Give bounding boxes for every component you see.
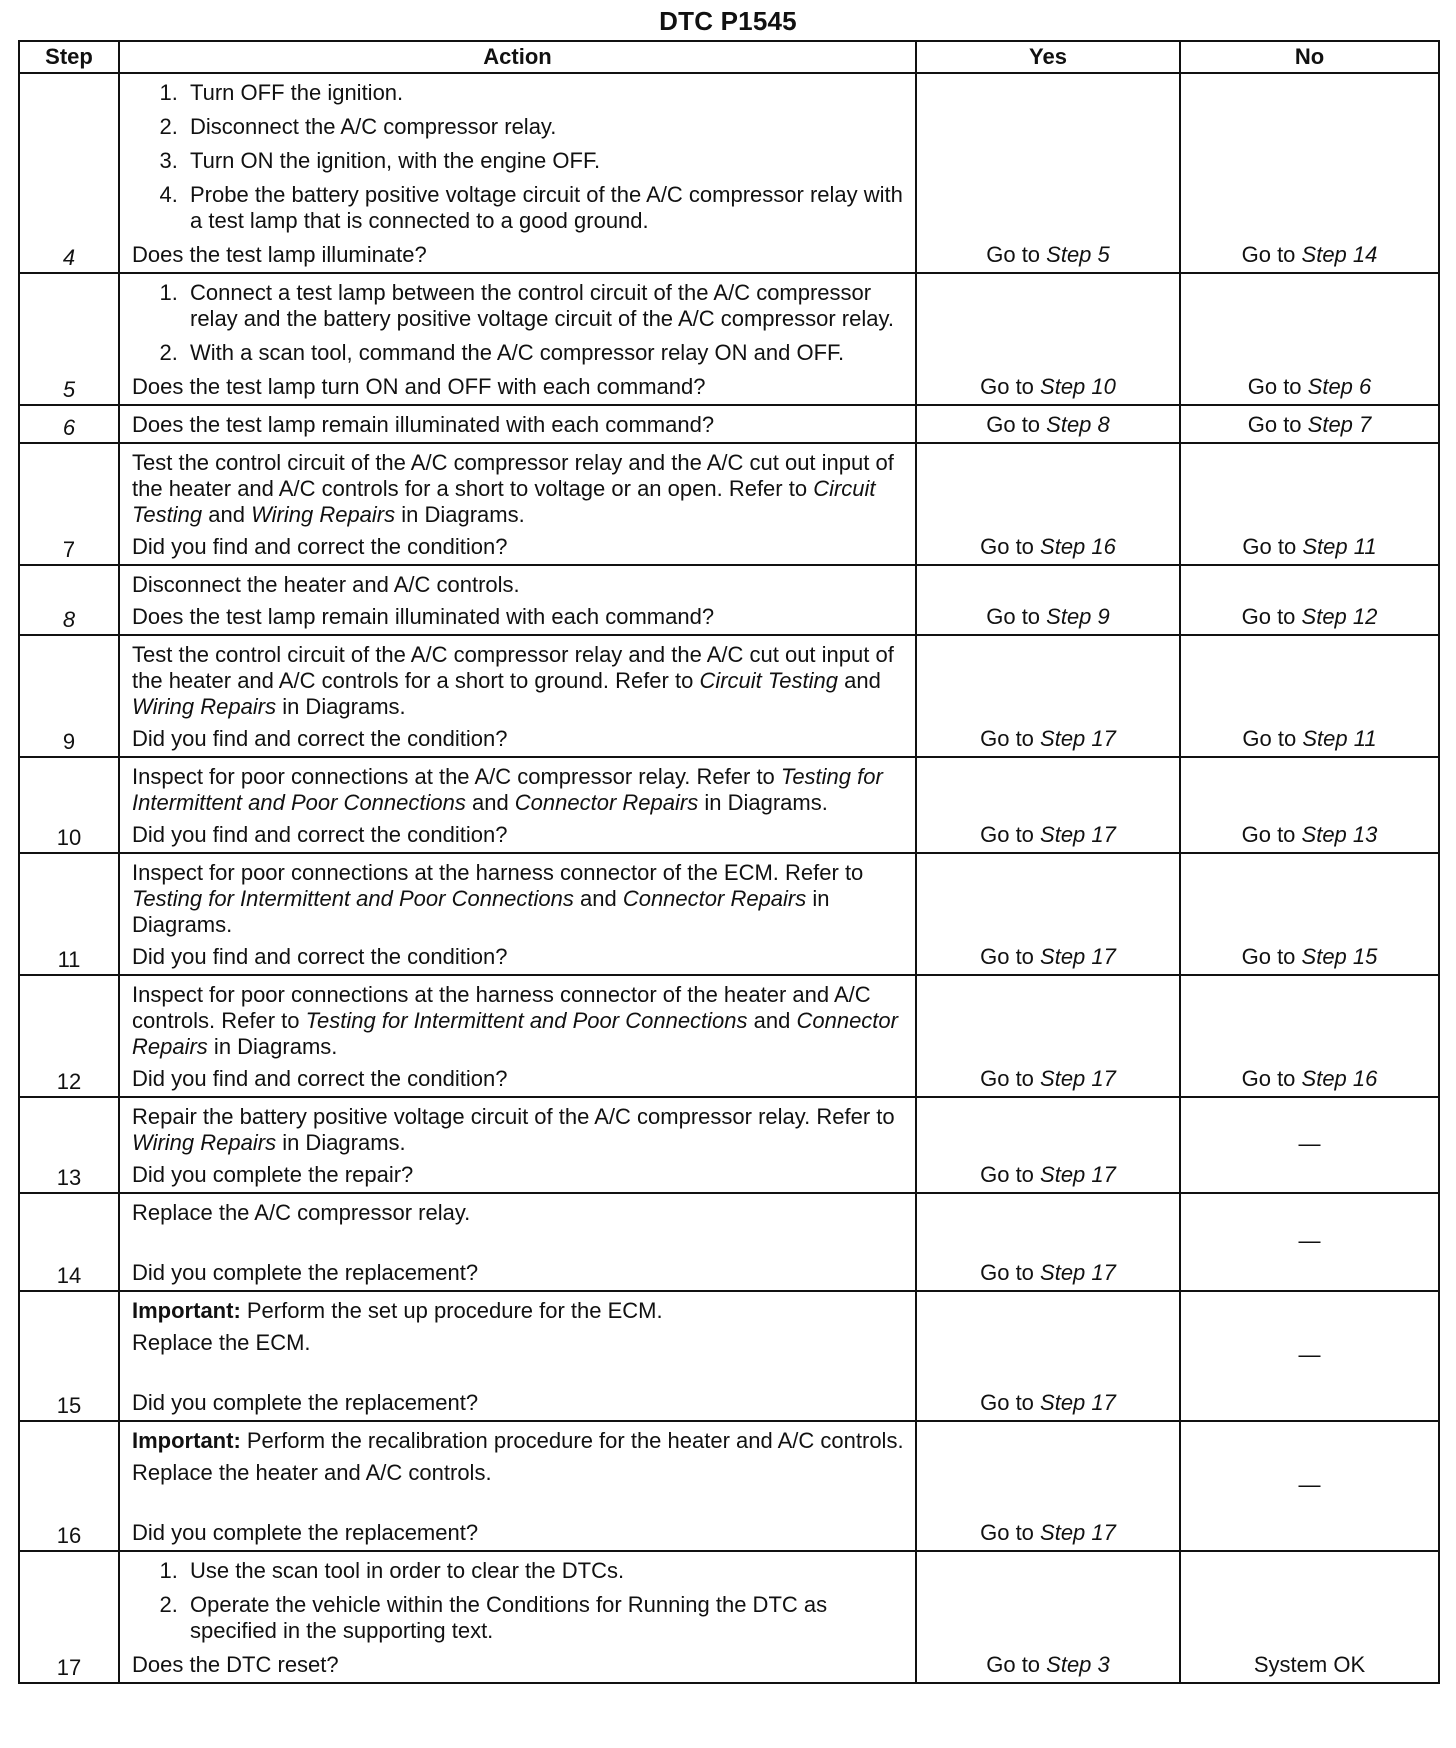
list-item: 1. Turn OFF the ignition. <box>184 80 905 106</box>
step-link: Step 11 <box>1302 534 1377 559</box>
text-segment: Inspect for poor connections at the harness connector of the ECM. Refer to <box>132 860 864 885</box>
goto-prefix: Go to <box>980 1066 1041 1091</box>
no-cell <box>1180 405 1439 443</box>
question: Does the test lamp illuminate? <box>132 242 427 267</box>
goto-prefix: Go to <box>980 374 1041 399</box>
step-number: 16 <box>19 1421 119 1551</box>
header-action: Action <box>119 41 916 73</box>
step-link: Step 17 <box>1040 1066 1116 1091</box>
goto-prefix: Go to <box>1242 726 1303 751</box>
goto-prefix: Go to <box>1242 534 1303 559</box>
text-segment: in Diagrams. <box>276 694 406 719</box>
list-item: 1. Connect a test lamp between the control circuit of the A/C compressor relay and the battery positive voltage circuit of the A/C compressor relay. <box>184 280 905 332</box>
text-segment: and <box>838 668 881 693</box>
yes-cell <box>916 1193 1180 1291</box>
important-note <box>132 1298 905 1324</box>
table-row <box>19 1193 1439 1291</box>
list-item: 2. Operate the vehicle within the Conditions for Running the DTC as specified in the supporting text. <box>184 1592 905 1644</box>
table-row <box>19 1291 1439 1421</box>
important-text: Perform the set up procedure for the ECM. <box>240 1298 663 1323</box>
text-segment: Repair the battery positive voltage circuit of the A/C compressor relay. Refer to <box>132 1104 895 1129</box>
text-segment: Inspect for poor connections at the harness connector of the heater and A/C controls. Refer to <box>132 982 871 1033</box>
doc-reference: Connector Repairs <box>622 886 807 911</box>
goto-prefix: Go to <box>980 1260 1041 1285</box>
yes-cell <box>916 853 1180 975</box>
action-text <box>132 764 905 816</box>
doc-reference: Testing for Intermittent and Poor Connections <box>132 886 574 911</box>
yes-cell <box>916 443 1180 565</box>
list-item: 2. With a scan tool, command the A/C compressor relay ON and OFF. <box>184 340 905 366</box>
question: Does the DTC reset? <box>132 1652 339 1677</box>
action-cell <box>119 405 916 443</box>
question: Does the test lamp remain illuminated with each command? <box>132 412 715 437</box>
goto-prefix: Go to <box>986 412 1047 437</box>
step-link: Step 10 <box>1040 374 1116 399</box>
doc-reference: Circuit Testing <box>132 476 876 527</box>
yes-cell <box>916 1097 1180 1193</box>
important-label: Important: <box>132 1298 241 1323</box>
question: Did you find and correct the condition? <box>132 944 508 969</box>
table-row <box>19 1551 1439 1683</box>
action-text <box>132 450 905 528</box>
list-item: 4. Probe the battery positive voltage circuit of the A/C compressor relay with a test lamp that is connected to a good ground. <box>184 182 905 234</box>
action-cell <box>119 1193 916 1291</box>
step-link: Step 5 <box>1046 242 1110 267</box>
step-number: 8 <box>19 565 119 635</box>
no-cell: — <box>1180 1097 1439 1193</box>
table-row <box>19 405 1439 443</box>
action-cell <box>119 853 916 975</box>
yes-cell <box>916 757 1180 853</box>
no-cell <box>1180 565 1439 635</box>
step-link: Step 6 <box>1307 374 1372 399</box>
step-link: Step 12 <box>1301 604 1378 629</box>
goto-prefix: Go to <box>986 1652 1047 1677</box>
step-number: 6 <box>19 405 119 443</box>
action-cell <box>119 73 916 273</box>
step-link: Step 3 <box>1046 1652 1110 1677</box>
question: Did you find and correct the condition? <box>132 534 508 559</box>
step-number: 5 <box>19 273 119 405</box>
question: Did you complete the replacement? <box>132 1390 479 1415</box>
table-row <box>19 1421 1439 1551</box>
goto-prefix: Go to <box>980 726 1041 751</box>
yes-cell <box>916 1291 1180 1421</box>
step-number: 14 <box>19 1193 119 1291</box>
step-number: 9 <box>19 635 119 757</box>
step-link: Step 17 <box>1040 1162 1116 1187</box>
doc-reference: Testing for Intermittent and Poor Connections <box>305 1008 748 1033</box>
step-link: Step 17 <box>1040 1260 1116 1285</box>
step-link: Step 7 <box>1307 412 1372 437</box>
no-cell <box>1180 757 1439 853</box>
step-link: Step 16 <box>1040 534 1116 559</box>
table-row <box>19 853 1439 975</box>
text-segment: in Diagrams. <box>207 1034 338 1059</box>
question: Did you complete the replacement? <box>132 1520 479 1545</box>
action-cell <box>119 757 916 853</box>
goto-prefix: Go to <box>980 944 1041 969</box>
action-list <box>132 280 905 366</box>
step-number: 17 <box>19 1551 119 1683</box>
no-cell: System OK <box>1180 1551 1439 1683</box>
step-link: Step 13 <box>1301 822 1378 847</box>
action-list <box>132 80 905 234</box>
yes-cell <box>916 565 1180 635</box>
no-cell: — <box>1180 1291 1439 1421</box>
step-link: Step 17 <box>1040 1520 1116 1545</box>
table-row <box>19 443 1439 565</box>
text-segment: and <box>747 1008 797 1033</box>
action-cell <box>119 1421 916 1551</box>
goto-prefix: Go to <box>980 1520 1041 1545</box>
important-note <box>132 1428 905 1454</box>
goto-prefix: Go to <box>980 1390 1041 1415</box>
text-segment: Inspect for poor connections at the A/C compressor relay. Refer to <box>132 764 781 789</box>
question: Did you complete the replacement? <box>132 1260 479 1285</box>
text-segment: Test the control circuit of the A/C compressor relay and the A/C cut out input of the heater and A/C controls for a short to ground. Refer to <box>132 642 894 693</box>
step-link: Step 17 <box>1040 944 1116 969</box>
action-text: Replace the heater and A/C controls. <box>132 1460 492 1485</box>
no-cell <box>1180 853 1439 975</box>
goto-prefix: Go to <box>980 822 1041 847</box>
no-cell <box>1180 975 1439 1097</box>
dtc-table <box>18 40 1440 1684</box>
no-cell <box>1180 73 1439 273</box>
goto-prefix: Go to <box>1241 822 1302 847</box>
text-segment: Test the control circuit of the A/C compressor relay and the A/C cut out input of the heater and A/C controls for a short to voltage or an open. Refer to <box>132 450 894 501</box>
yes-cell <box>916 405 1180 443</box>
goto-prefix: Go to <box>1241 1066 1302 1091</box>
important-text: Perform the recalibration procedure for the heater and A/C controls. <box>240 1428 904 1453</box>
doc-reference: Circuit Testing <box>699 668 839 693</box>
action-text <box>132 982 905 1060</box>
goto-prefix: Go to <box>1241 242 1302 267</box>
text-segment: in Diagrams. <box>698 790 828 815</box>
step-link: Step 14 <box>1301 242 1378 267</box>
question: Does the test lamp remain illuminated with each command? <box>132 604 715 629</box>
question: Did you complete the repair? <box>132 1162 414 1187</box>
doc-reference: Connector Repairs <box>514 790 699 815</box>
step-number: 4 <box>19 73 119 273</box>
no-cell <box>1180 273 1439 405</box>
header-yes: Yes <box>916 41 1180 73</box>
yes-cell <box>916 1551 1180 1683</box>
doc-reference: Wiring Repairs <box>132 694 277 719</box>
action-text <box>132 642 905 720</box>
goto-prefix: Go to <box>986 604 1047 629</box>
text-segment: and <box>573 886 623 911</box>
text-segment: in Diagrams. <box>132 886 830 937</box>
action-cell <box>119 975 916 1097</box>
step-link: Step 17 <box>1040 726 1116 751</box>
step-number: 12 <box>19 975 119 1097</box>
question: Did you find and correct the condition? <box>132 726 508 751</box>
table-row <box>19 975 1439 1097</box>
action-list <box>132 1558 905 1644</box>
table-row <box>19 273 1439 405</box>
action-cell <box>119 1551 916 1683</box>
step-link: Step 16 <box>1301 1066 1378 1091</box>
step-number: 7 <box>19 443 119 565</box>
header-step: Step <box>19 41 119 73</box>
doc-reference: Wiring Repairs <box>251 502 396 527</box>
step-number: 11 <box>19 853 119 975</box>
step-link: Step 17 <box>1040 822 1116 847</box>
step-link: Step 17 <box>1040 1390 1116 1415</box>
text-segment: in Diagrams. <box>395 502 525 527</box>
action-text <box>132 1104 905 1156</box>
question: Did you find and correct the condition? <box>132 1066 508 1091</box>
text-segment: and <box>465 790 515 815</box>
table-row <box>19 635 1439 757</box>
goto-prefix: Go to <box>1247 412 1308 437</box>
step-number: 13 <box>19 1097 119 1193</box>
action-cell <box>119 1097 916 1193</box>
goto-prefix: Go to <box>1241 944 1302 969</box>
step-link: Step 9 <box>1046 604 1110 629</box>
table-row <box>19 757 1439 853</box>
list-item: 3. Turn ON the ignition, with the engine OFF. <box>184 148 905 174</box>
table-row <box>19 1097 1439 1193</box>
action-text: Replace the ECM. <box>132 1330 311 1355</box>
action-cell <box>119 273 916 405</box>
goto-prefix: Go to <box>986 242 1047 267</box>
doc-reference: Connector Repairs <box>132 1008 898 1059</box>
doc-reference: Wiring Repairs <box>132 1130 277 1155</box>
goto-prefix: Go to <box>980 1162 1041 1187</box>
goto-prefix: Go to <box>980 534 1041 559</box>
question: Did you find and correct the condition? <box>132 822 508 847</box>
text-segment: in Diagrams. <box>276 1130 406 1155</box>
step-number: 10 <box>19 757 119 853</box>
table-row <box>19 73 1439 273</box>
action-text <box>132 860 905 938</box>
action-text: Disconnect the heater and A/C controls. <box>132 572 520 597</box>
step-link: Step 15 <box>1301 944 1378 969</box>
step-number: 15 <box>19 1291 119 1421</box>
action-cell <box>119 443 916 565</box>
list-item: 2. Disconnect the A/C compressor relay. <box>184 114 905 140</box>
goto-prefix: Go to <box>1247 374 1308 399</box>
goto-prefix: Go to <box>1241 604 1302 629</box>
important-label: Important: <box>132 1428 241 1453</box>
yes-cell <box>916 1421 1180 1551</box>
list-item: 1. Use the scan tool in order to clear the DTCs. <box>184 1558 905 1584</box>
no-cell <box>1180 443 1439 565</box>
yes-cell <box>916 273 1180 405</box>
action-cell <box>119 1291 916 1421</box>
yes-cell <box>916 975 1180 1097</box>
doc-reference: Testing for Intermittent and Poor Connections <box>132 764 883 815</box>
text-segment: and <box>202 502 252 527</box>
question: Does the test lamp turn ON and OFF with each command? <box>132 374 706 399</box>
action-cell <box>119 565 916 635</box>
yes-cell <box>916 635 1180 757</box>
no-cell <box>1180 635 1439 757</box>
action-text: Replace the A/C compressor relay. <box>132 1200 471 1225</box>
step-link: Step 11 <box>1302 726 1377 751</box>
no-cell: — <box>1180 1193 1439 1291</box>
step-link: Step 8 <box>1046 412 1110 437</box>
header-no: No <box>1180 41 1439 73</box>
action-cell <box>119 635 916 757</box>
no-cell: — <box>1180 1421 1439 1551</box>
table-row <box>19 565 1439 635</box>
page-title: DTC P1545 <box>659 6 797 36</box>
header-row <box>19 41 1439 73</box>
yes-cell <box>916 73 1180 273</box>
